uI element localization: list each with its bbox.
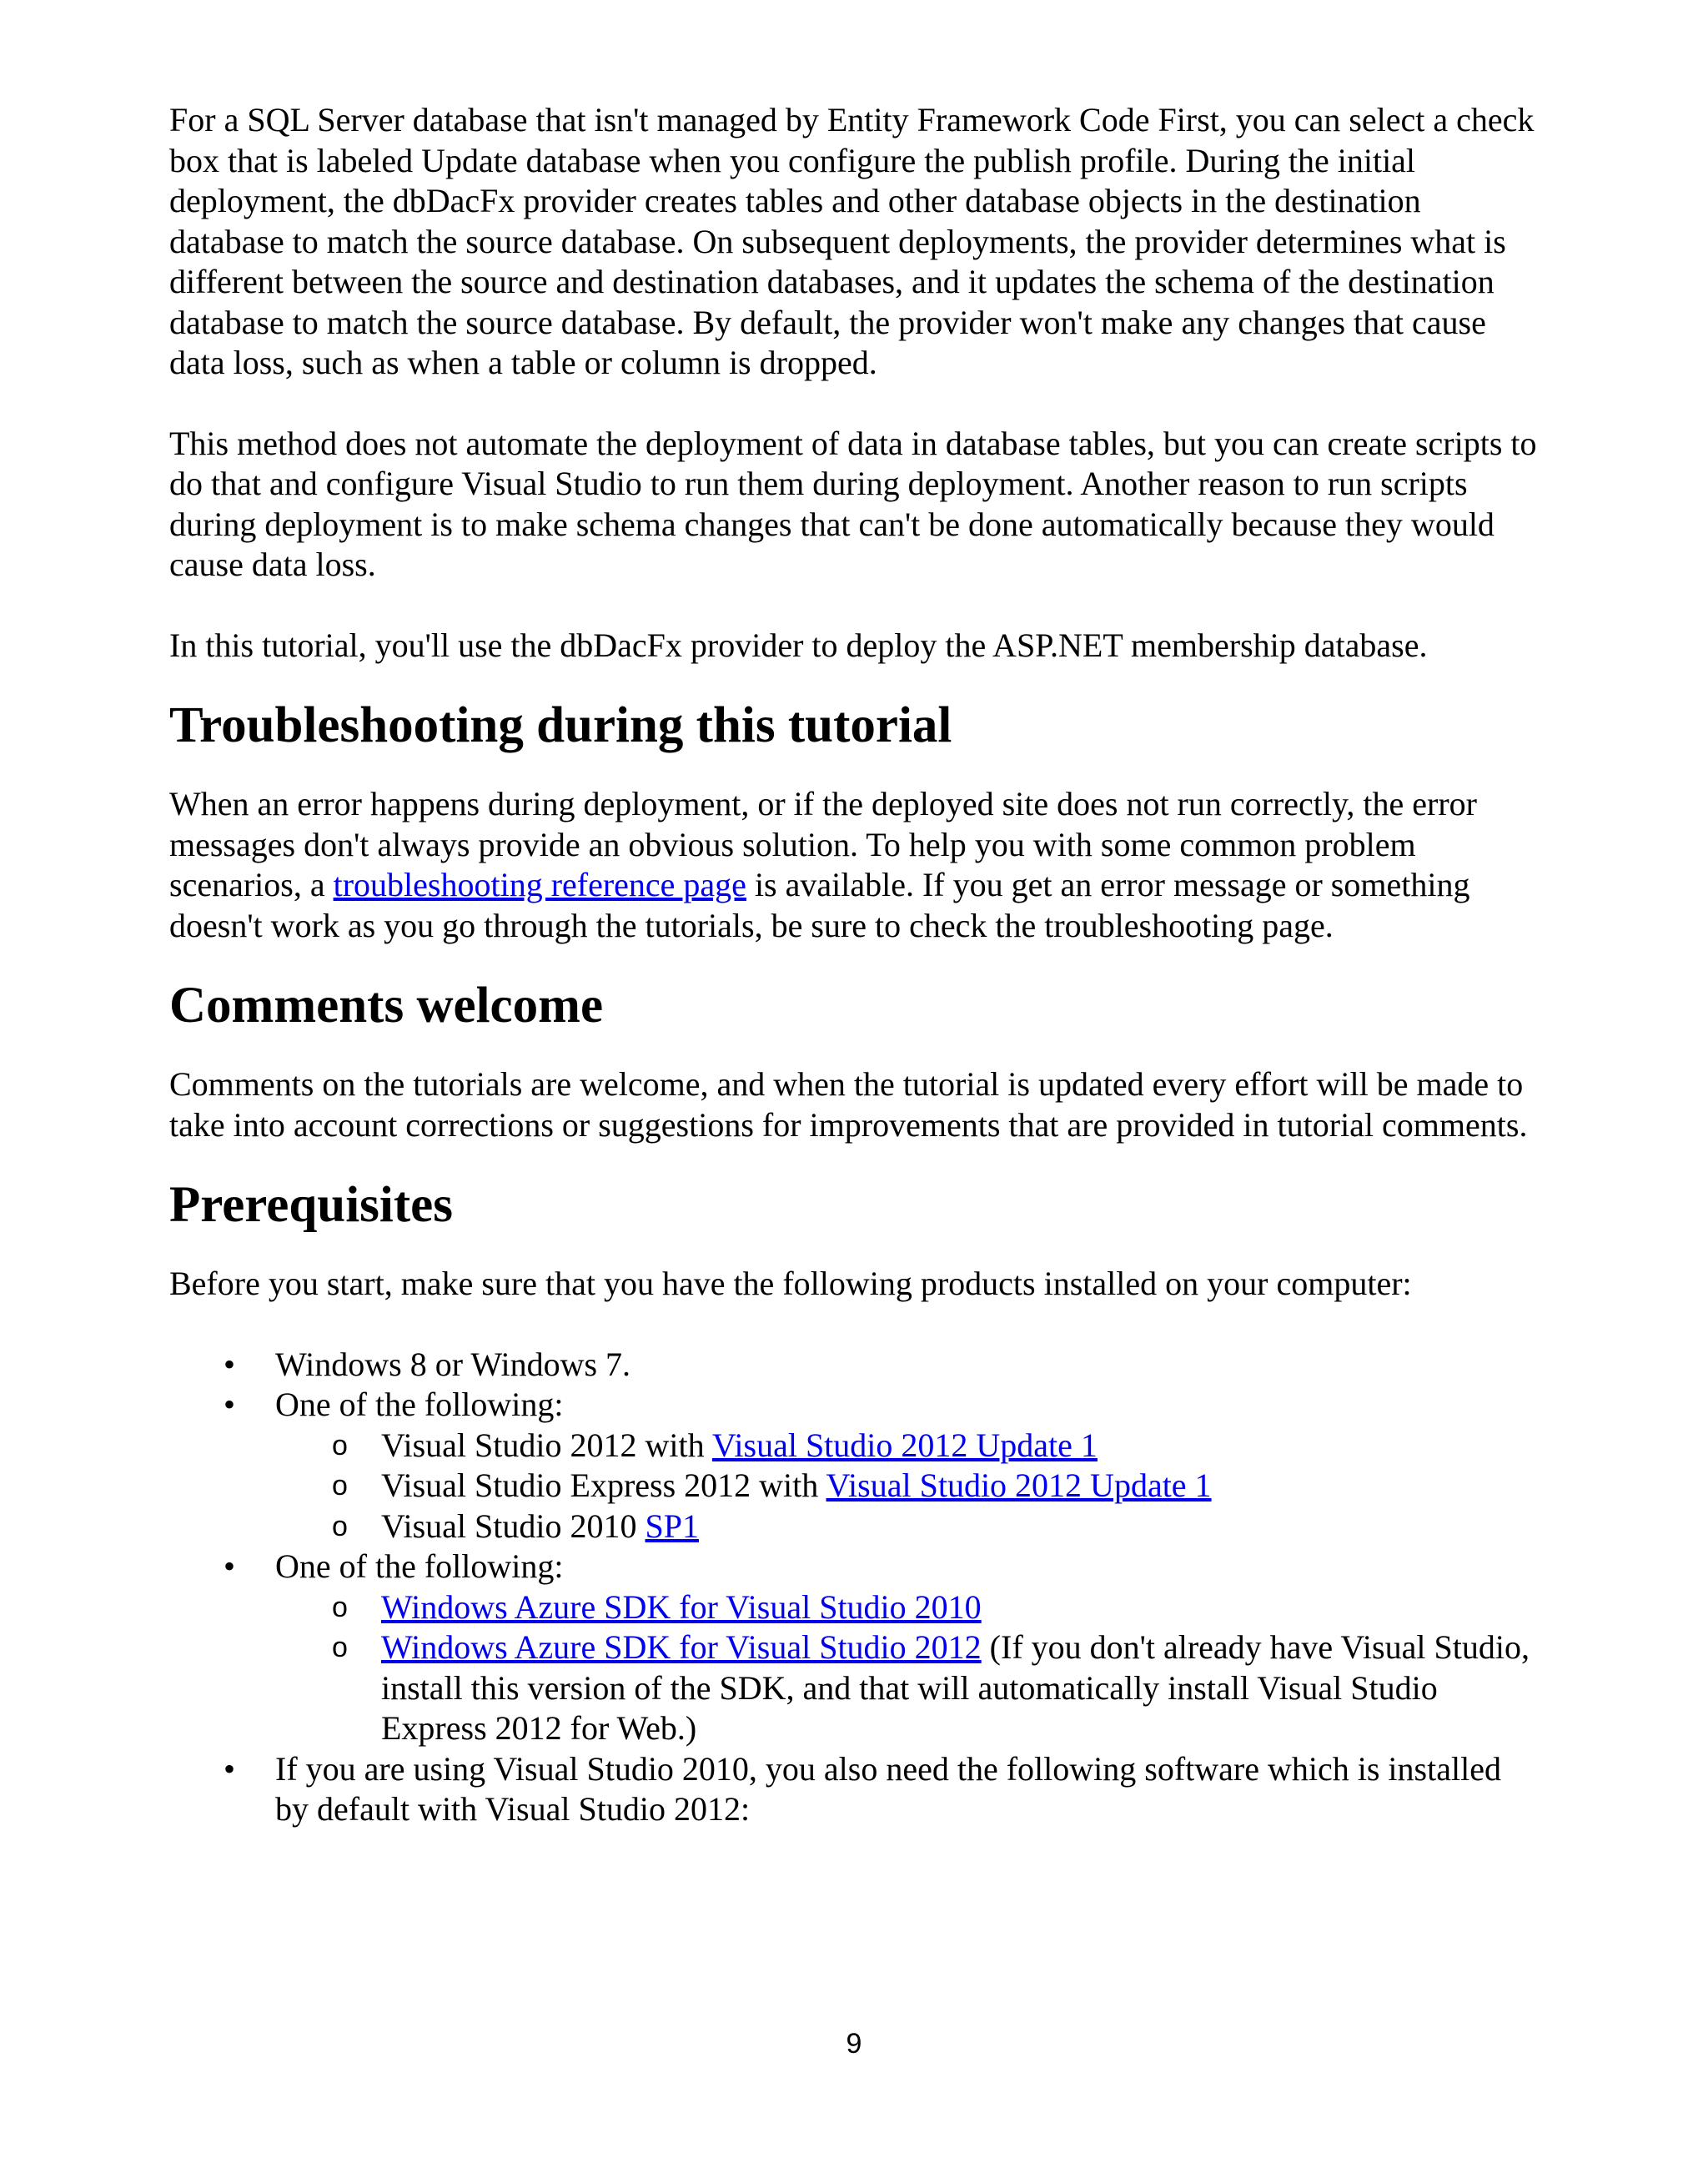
sublist-item-vs-express-text: Visual Studio Express 2012 with (381, 1466, 826, 1504)
vs-express-update1-link[interactable]: Visual Studio 2012 Update 1 (826, 1466, 1212, 1504)
visual-studio-sublist (275, 1426, 1537, 1547)
azure-sdk-2012-link[interactable]: Windows Azure SDK for Visual Studio 2012 (381, 1628, 982, 1666)
sublist-item-vs2010 (275, 1507, 1537, 1547)
vs2010-sp1-link[interactable]: SP1 (645, 1507, 700, 1545)
vs2012-update1-link[interactable]: Visual Studio 2012 Update 1 (711, 1426, 1098, 1464)
sub-bullet-icon: o (332, 1510, 348, 1542)
bullet-icon: • (224, 1345, 236, 1383)
list-item-vs2010-software-text: If you are using Visual Studio 2010, you also need the following software which is installed by default with Visual Studio 2012: (275, 1749, 1501, 1828)
sub-bullet-icon: o (332, 1470, 348, 1502)
heading-comments: Comments welcome (169, 978, 604, 1034)
bullet-icon: • (224, 1386, 236, 1423)
page-number: 9 (846, 2028, 862, 2060)
document-page (169, 100, 1537, 1830)
list-item-visual-studio-text: One of the following: (275, 1386, 564, 1423)
heading-prerequisites: Prerequisites (169, 1177, 453, 1233)
bullet-icon: • (224, 1749, 236, 1788)
paragraph-data-deployment: This method does not automate the deployment of data in database tables, but you can create scripts to do that and configure Visual Studio to run them during deployment. Another reason to run scripts during deployment is to make schema changes that can't be done automatically because they would cause data loss. (169, 424, 1537, 583)
sublist-item-azure-sdk-2012-text: (If you don't already have Visual Studio, install this version of the SDK, and that will automatically install Visual Studio Express 2012 for Web.) (381, 1628, 1530, 1747)
list-item-windows-text: Windows 8 or Windows 7. (275, 1345, 631, 1383)
list-item-windows (169, 1345, 1537, 1386)
sub-bullet-icon: o (332, 1591, 348, 1623)
paragraph-prerequisites-intro: Before you start, make sure that you have the following products installed on your computer: (169, 1265, 1412, 1302)
heading-troubleshooting: Troubleshooting during this tutorial (169, 697, 952, 753)
paragraph-comments: Comments on the tutorials are welcome, and when the tutorial is updated every effort will be made to take into account corrections or suggestions for improvements that are provided in tutorial comments. (169, 1065, 1528, 1144)
bullet-icon: • (224, 1547, 236, 1585)
prerequisites-list (169, 1345, 1537, 1830)
troubleshooting-text-after: is available. If you get an error message or something doesn't work as you go through the tutorials, be sure to check the troubleshooting page. (169, 866, 1470, 944)
paragraph-dbdacfx-overview: For a SQL Server database that isn't managed by Entity Framework Code First, you can select a check box that is labeled Update database when you configure the publish profile. During the initial deployment, the dbDacFx provider creates tables and other database objects in the destination database to match the source database. On subsequent deployments, the provider determines what is different between the source and destination databases, and it updates the schema of the destination database to match the source database. By default, the provider won't make any changes that cause data loss, such as when a table or column is dropped. (169, 101, 1535, 381)
sublist-item-vs-express-2012 (275, 1466, 1537, 1507)
sub-bullet-icon: o (332, 1429, 348, 1461)
list-item-azure-sdk (169, 1547, 1537, 1749)
paragraph-troubleshooting (169, 784, 1537, 946)
azure-sdk-2010-link[interactable]: Windows Azure SDK for Visual Studio 2010 (381, 1587, 982, 1626)
list-item-visual-studio (169, 1385, 1537, 1547)
sublist-item-azure-sdk-2010 (275, 1587, 1537, 1628)
sublist-item-vs2010-text: Visual Studio 2010 (381, 1507, 646, 1545)
azure-sdk-sublist (275, 1587, 1537, 1749)
sublist-item-vs2012 (275, 1426, 1537, 1466)
troubleshooting-reference-link[interactable]: troubleshooting reference page (333, 866, 746, 903)
troubleshooting-text-before: When an error happens during deployment, or if the deployed site does not run correctly, the error messages don't always provide an obvious solution. To help you with some common problem scenarios, a (169, 785, 1477, 903)
sub-bullet-icon: o (332, 1632, 348, 1663)
list-item-azure-sdk-text: One of the following: (275, 1547, 564, 1585)
paragraph-tutorial-scope: In this tutorial, you'll use the dbDacFx provider to deploy the ASP.NET membership database. (169, 626, 1428, 664)
sublist-item-azure-sdk-2012 (275, 1627, 1537, 1749)
sublist-item-vs2012-text: Visual Studio 2012 with (381, 1426, 712, 1464)
list-item-vs2010-software (169, 1749, 1537, 1830)
